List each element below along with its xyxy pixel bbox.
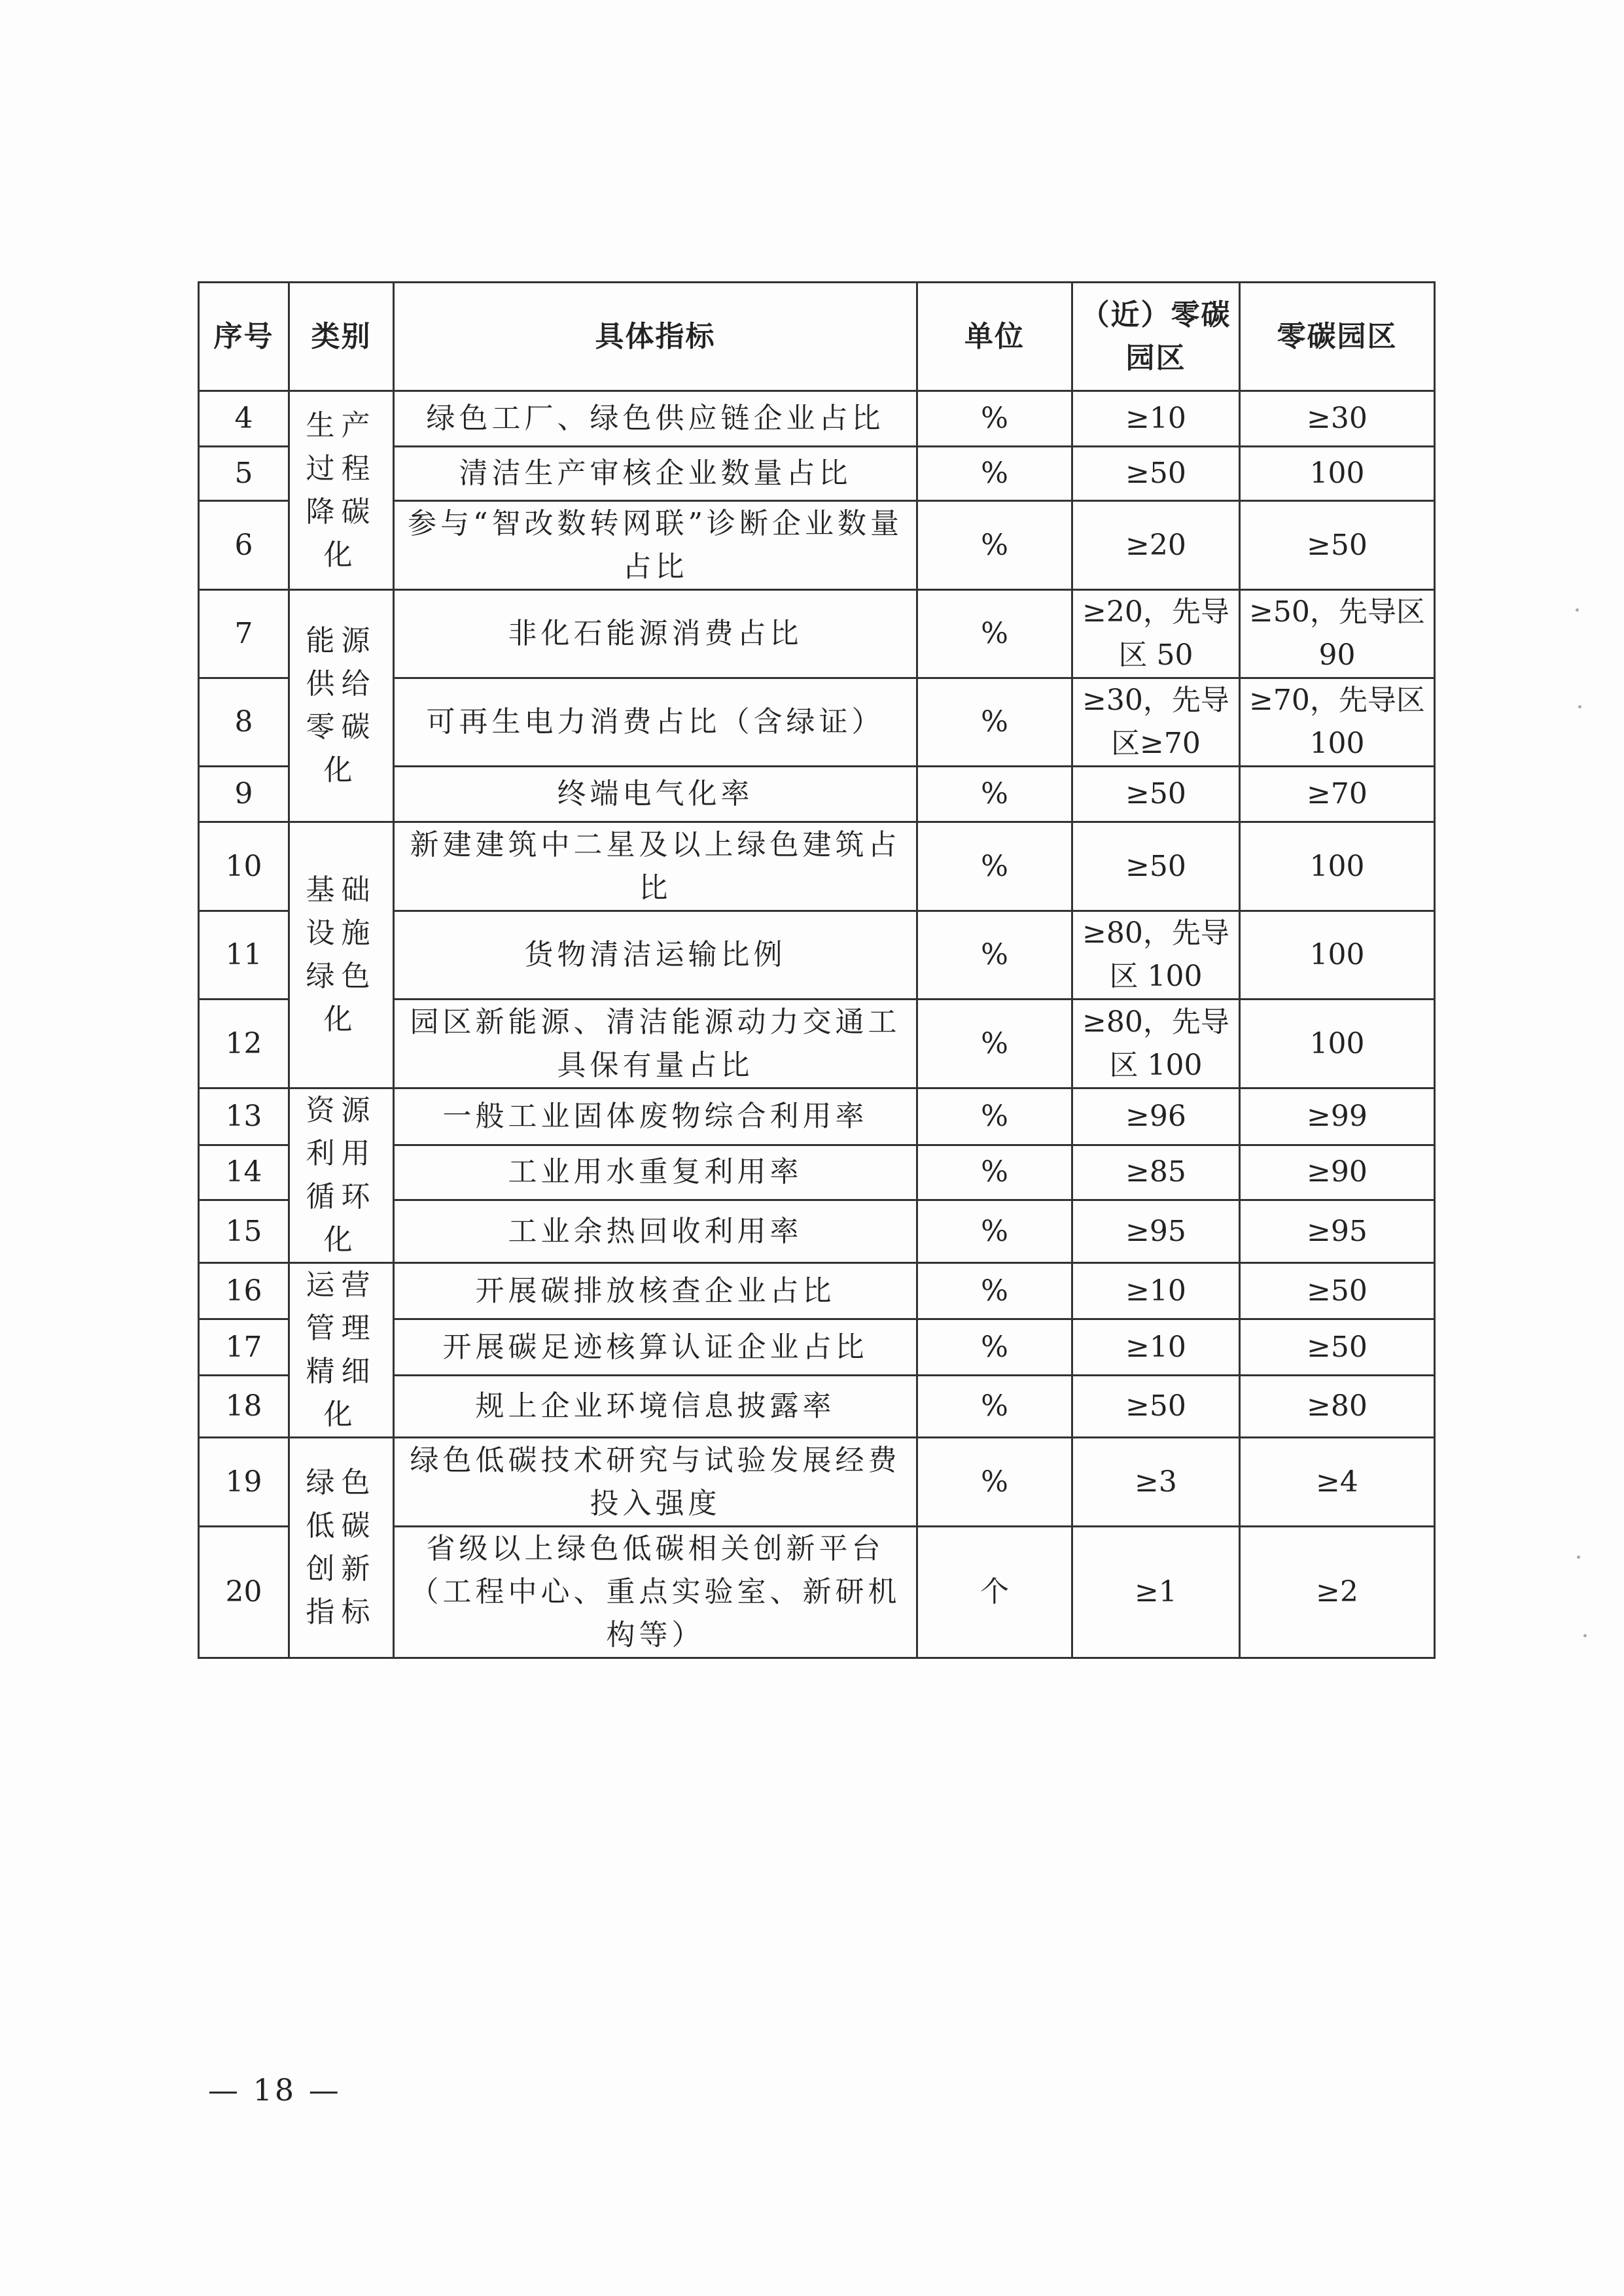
row-category: 运营管理精细化: [289, 1263, 394, 1438]
row-unit: %: [917, 767, 1072, 822]
row-near-zero-target: ≥20，先导区 50: [1072, 590, 1240, 678]
row-unit: %: [917, 447, 1072, 501]
row-indicator: 开展碳足迹核算认证企业占比: [394, 1319, 917, 1376]
row-zero-target: ≥50: [1240, 501, 1435, 590]
row-unit: %: [917, 1319, 1072, 1376]
row-zero-target: ≥70: [1240, 767, 1435, 822]
row-unit: %: [917, 1088, 1072, 1145]
row-near-zero-target: ≥1: [1072, 1527, 1240, 1658]
row-indicator: 省级以上绿色低碳相关创新平台（工程中心、重点实验室、新研机构等）: [394, 1527, 917, 1658]
row-zero-target: ≥50: [1240, 1263, 1435, 1319]
row-near-zero-target: ≥30，先导区≥70: [1072, 678, 1240, 767]
row-seq: 4: [199, 391, 289, 447]
row-seq: 19: [199, 1438, 289, 1527]
table-row: [199, 391, 1435, 447]
page-number: — 18 —: [208, 2072, 342, 2108]
row-seq: 5: [199, 447, 289, 501]
row-near-zero-target: ≥50: [1072, 1376, 1240, 1438]
row-unit: 个: [917, 1527, 1072, 1658]
row-seq: 16: [199, 1263, 289, 1319]
row-near-zero-target: ≥95: [1072, 1200, 1240, 1263]
row-near-zero-target: ≥80，先导区 100: [1072, 1000, 1240, 1088]
row-unit: %: [917, 1263, 1072, 1319]
row-unit: %: [917, 1376, 1072, 1438]
row-indicator: 工业用水重复利用率: [394, 1145, 917, 1200]
row-indicator: 工业余热回收利用率: [394, 1200, 917, 1263]
header-indicator: 具体指标: [394, 283, 917, 391]
row-unit: %: [917, 590, 1072, 678]
row-indicator: 货物清洁运输比例: [394, 911, 917, 1000]
table-row: [199, 822, 1435, 911]
row-seq: 6: [199, 501, 289, 590]
row-indicator: 清洁生产审核企业数量占比: [394, 447, 917, 501]
header-unit: 单位: [917, 283, 1072, 391]
row-near-zero-target: ≥20: [1072, 501, 1240, 590]
row-zero-target: ≥2: [1240, 1527, 1435, 1658]
row-near-zero-target: ≥3: [1072, 1438, 1240, 1527]
row-seq: 20: [199, 1527, 289, 1658]
row-zero-target: ≥30: [1240, 391, 1435, 447]
row-indicator: 一般工业固体废物综合利用率: [394, 1088, 917, 1145]
row-seq: 17: [199, 1319, 289, 1376]
row-seq: 18: [199, 1376, 289, 1438]
row-zero-target: ≥50，先导区 90: [1240, 590, 1435, 678]
row-zero-target: ≥90: [1240, 1145, 1435, 1200]
row-category: 生产过程降碳化: [289, 391, 394, 590]
header-zero-park: 零碳园区: [1240, 283, 1435, 391]
row-indicator: 参与“智改数转网联”诊断企业数量占比: [394, 501, 917, 590]
row-near-zero-target: ≥80，先导区 100: [1072, 911, 1240, 1000]
row-indicator: 园区新能源、清洁能源动力交通工具保有量占比: [394, 1000, 917, 1088]
header-near-zero-park: （近）零碳园区: [1072, 283, 1240, 391]
row-seq: 13: [199, 1088, 289, 1145]
row-indicator: 绿色低碳技术研究与试验发展经费投入强度: [394, 1438, 917, 1527]
row-near-zero-target: ≥50: [1072, 447, 1240, 501]
row-seq: 7: [199, 590, 289, 678]
table-header-row: [199, 283, 1435, 391]
row-near-zero-target: ≥10: [1072, 1319, 1240, 1376]
scan-speck: [1577, 1556, 1580, 1559]
row-zero-target: ≥95: [1240, 1200, 1435, 1263]
row-zero-target: ≥4: [1240, 1438, 1435, 1527]
row-near-zero-target: ≥96: [1072, 1088, 1240, 1145]
row-zero-target: 100: [1240, 822, 1435, 911]
row-indicator: 终端电气化率: [394, 767, 917, 822]
row-zero-target: ≥50: [1240, 1319, 1435, 1376]
row-unit: %: [917, 1145, 1072, 1200]
row-indicator: 非化石能源消费占比: [394, 590, 917, 678]
row-indicator: 新建建筑中二星及以上绿色建筑占比: [394, 822, 917, 911]
row-seq: 9: [199, 767, 289, 822]
row-unit: %: [917, 1000, 1072, 1088]
row-indicator: 可再生电力消费占比（含绿证）: [394, 678, 917, 767]
row-zero-target: 100: [1240, 911, 1435, 1000]
row-near-zero-target: ≥10: [1072, 391, 1240, 447]
table-row: [199, 590, 1435, 678]
row-zero-target: 100: [1240, 447, 1435, 501]
row-indicator: 规上企业环境信息披露率: [394, 1376, 917, 1438]
row-seq: 14: [199, 1145, 289, 1200]
row-category: 能源供给零碳化: [289, 590, 394, 822]
row-near-zero-target: ≥50: [1072, 822, 1240, 911]
row-unit: %: [917, 1438, 1072, 1527]
row-category: 基础设施绿色化: [289, 822, 394, 1088]
row-unit: %: [917, 911, 1072, 1000]
row-near-zero-target: ≥85: [1072, 1145, 1240, 1200]
row-unit: %: [917, 678, 1072, 767]
row-zero-target: ≥99: [1240, 1088, 1435, 1145]
row-category: 资源利用循环化: [289, 1088, 394, 1263]
row-zero-target: ≥80: [1240, 1376, 1435, 1438]
row-indicator: 开展碳排放核查企业占比: [394, 1263, 917, 1319]
row-category: 绿色低碳创新指标: [289, 1438, 394, 1658]
row-seq: 15: [199, 1200, 289, 1263]
scan-speck: [1578, 705, 1581, 708]
scan-speck: [1576, 608, 1579, 612]
row-near-zero-target: ≥50: [1072, 767, 1240, 822]
row-zero-target: ≥70，先导区 100: [1240, 678, 1435, 767]
scan-speck: [1583, 1634, 1587, 1637]
indicator-table: [198, 281, 1436, 1659]
row-unit: %: [917, 822, 1072, 911]
row-seq: 11: [199, 911, 289, 1000]
row-unit: %: [917, 1200, 1072, 1263]
row-indicator: 绿色工厂、绿色供应链企业占比: [394, 391, 917, 447]
row-seq: 12: [199, 1000, 289, 1088]
row-unit: %: [917, 501, 1072, 590]
row-seq: 8: [199, 678, 289, 767]
row-unit: %: [917, 391, 1072, 447]
row-zero-target: 100: [1240, 1000, 1435, 1088]
row-near-zero-target: ≥10: [1072, 1263, 1240, 1319]
header-seq: 序号: [199, 283, 289, 391]
table-row: [199, 1263, 1435, 1319]
table-row: [199, 1438, 1435, 1527]
row-seq: 10: [199, 822, 289, 911]
header-category: 类别: [289, 283, 394, 391]
table-row: [199, 1088, 1435, 1145]
